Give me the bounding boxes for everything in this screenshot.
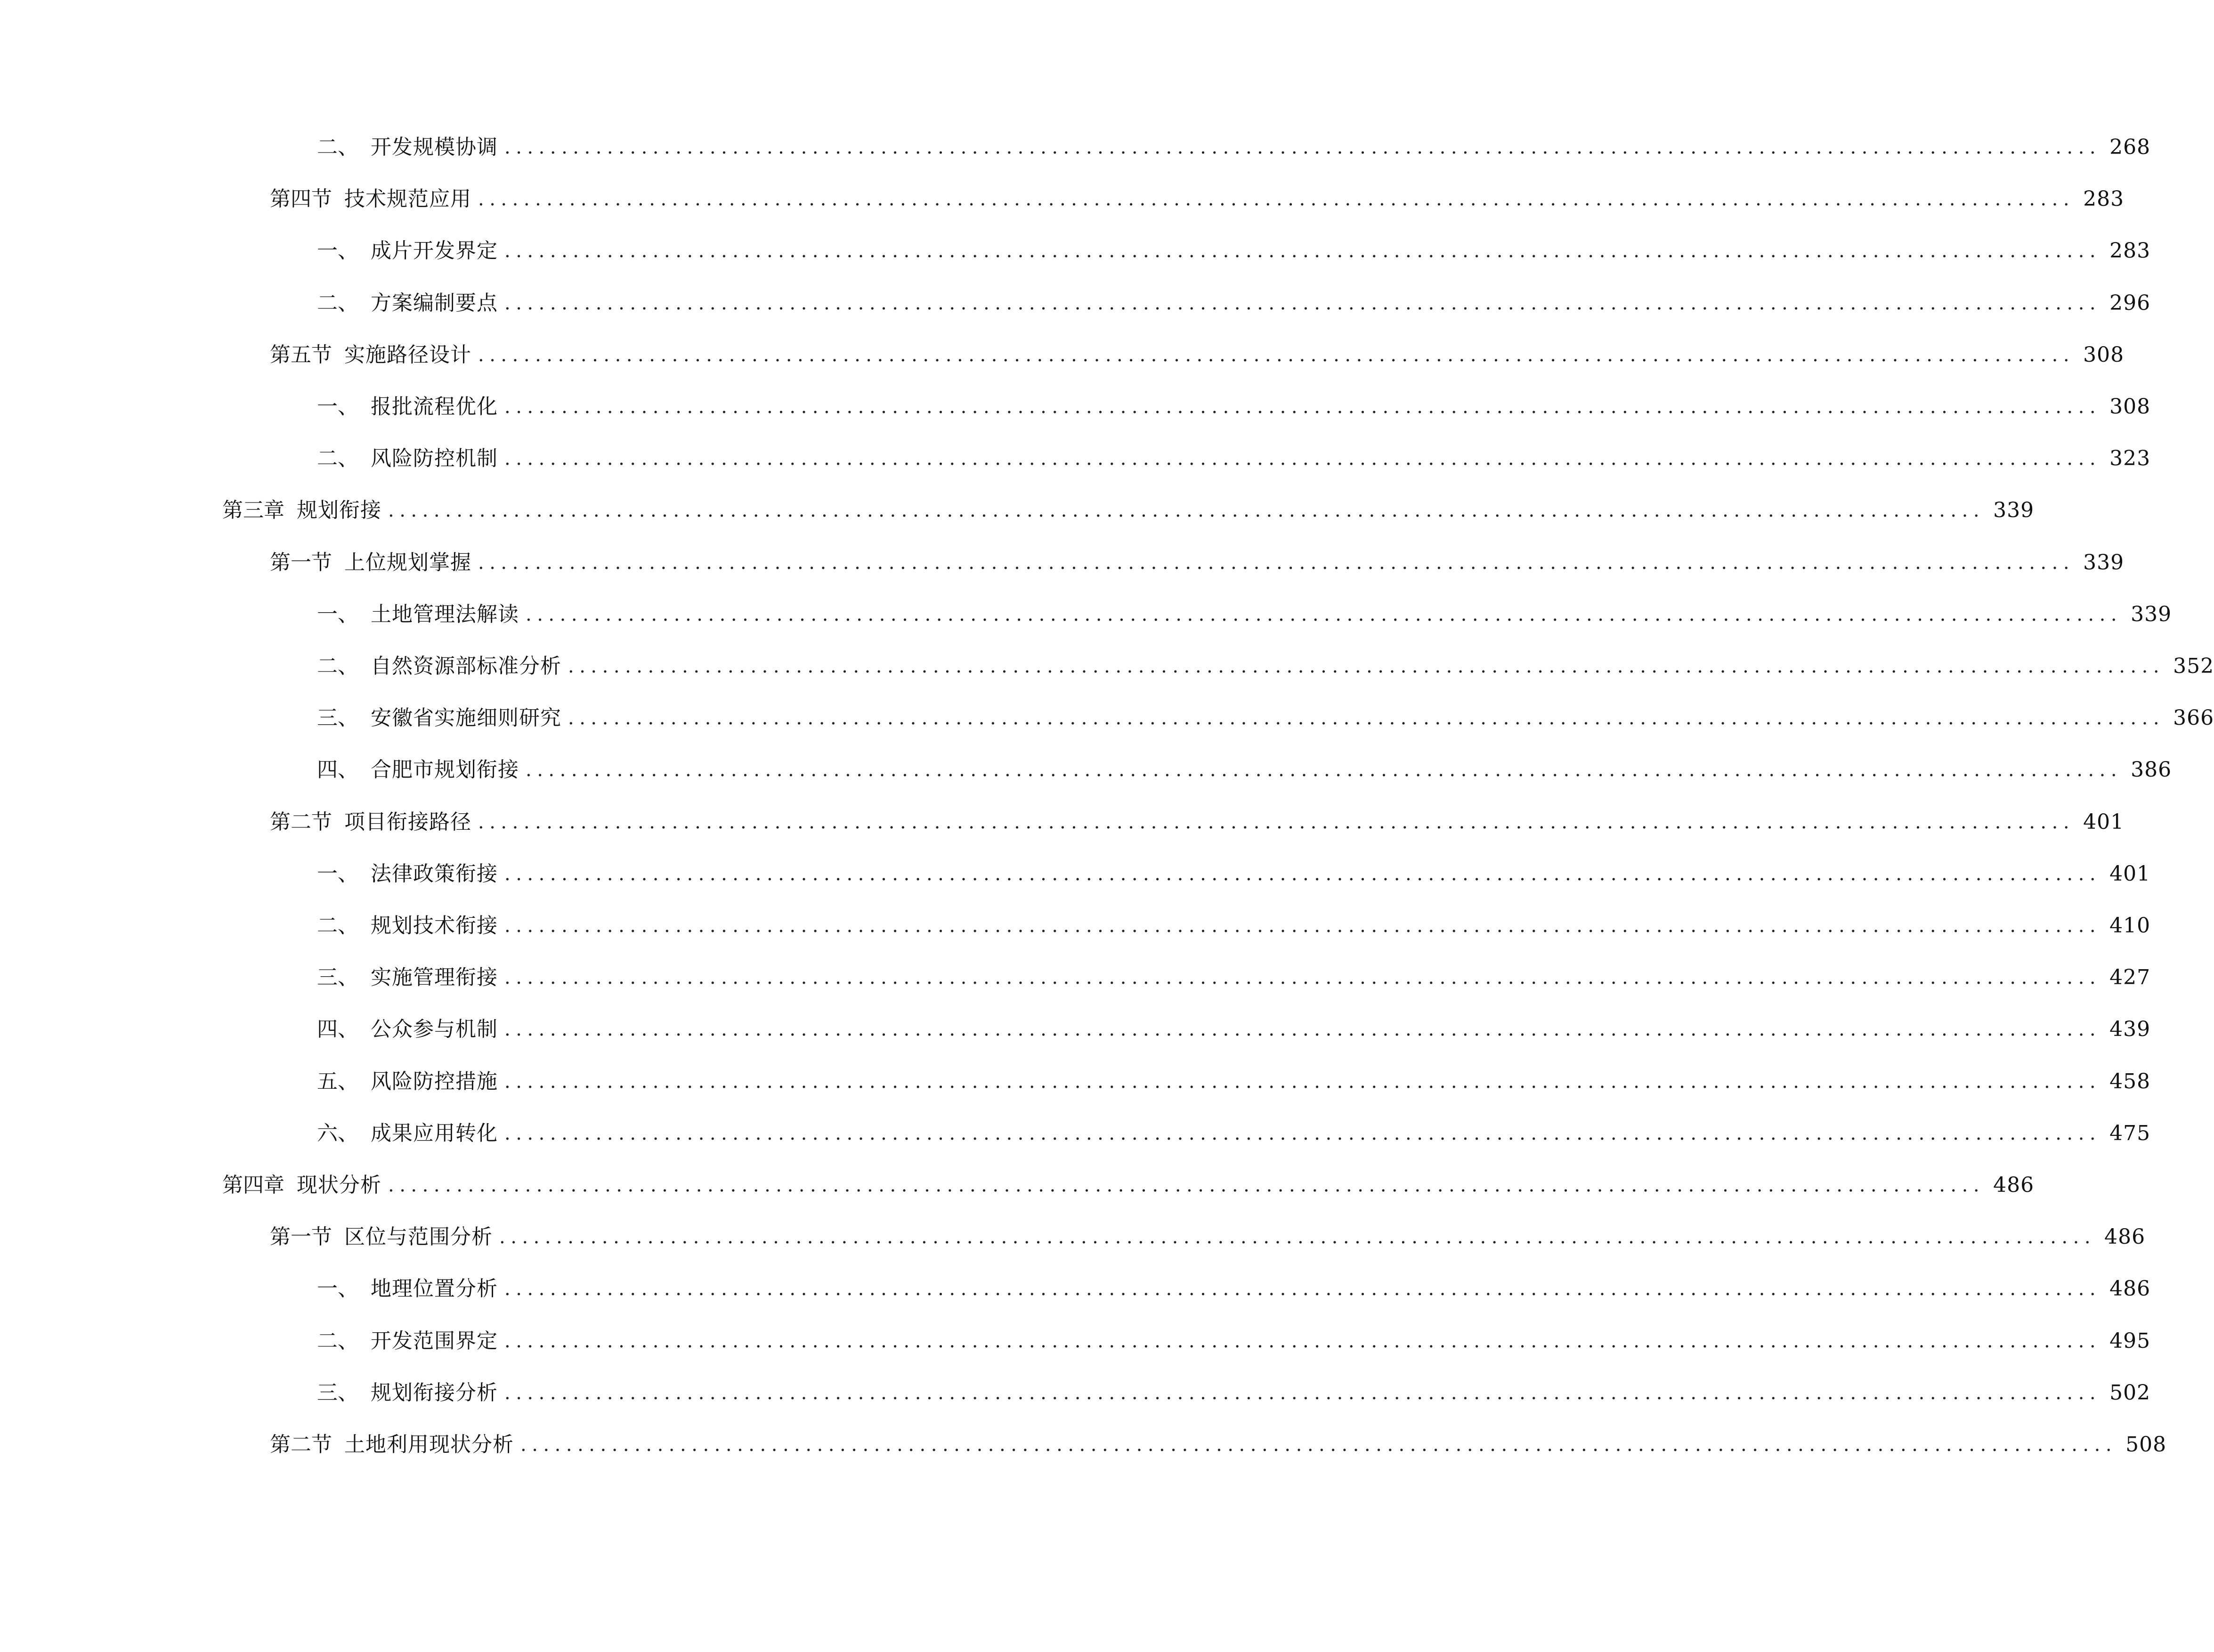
toc-dot-leader: ............................................................................................................................................ xyxy=(478,811,2075,833)
toc-entry-label xyxy=(317,1065,498,1098)
toc-entry-number: 四、 xyxy=(317,1017,358,1041)
toc-dot-leader: ............................................................................................................................................ xyxy=(504,967,2101,988)
toc-entry-title: 项目衔接路径 xyxy=(344,810,471,834)
toc-entry[interactable] xyxy=(317,753,2172,786)
toc-entry-page-number: 427 xyxy=(2109,965,2151,989)
toc-entry-title: 开发规模协调 xyxy=(371,135,498,159)
toc-entry-title: 技术规范应用 xyxy=(344,187,471,211)
toc-entry-page-number: 339 xyxy=(2131,602,2172,626)
toc-entry-page-number: 323 xyxy=(2109,446,2151,470)
toc-entry-label xyxy=(317,961,498,994)
toc-entry-page-number: 366 xyxy=(2173,706,2214,730)
toc-entry-page-number: 283 xyxy=(2109,239,2151,263)
toc-entry-title: 土地利用现状分析 xyxy=(344,1433,514,1457)
toc-entry-page-number: 308 xyxy=(2109,395,2151,419)
toc-entry-title: 合肥市规划衔接 xyxy=(371,758,519,782)
toc-entry[interactable] xyxy=(317,235,2151,267)
toc-entry[interactable] xyxy=(317,1065,2151,1098)
toc-entry-label xyxy=(317,235,498,267)
toc-entry-title: 安徽省实施细则研究 xyxy=(371,706,561,730)
toc-entry-number: 四、 xyxy=(317,758,358,782)
toc-dot-leader: ............................................................................................................................................ xyxy=(526,759,2123,781)
toc-entry-title: 自然资源部标准分析 xyxy=(371,654,561,678)
toc-entry-label xyxy=(317,1013,498,1046)
toc-entry[interactable] xyxy=(222,494,2035,527)
toc-entry-page-number: 283 xyxy=(2083,187,2125,211)
toc-entry-label xyxy=(317,390,498,423)
toc-entry[interactable] xyxy=(317,131,2151,164)
toc-entry-label xyxy=(270,1428,514,1461)
toc-entry-number: 二、 xyxy=(317,135,358,159)
toc-dot-leader: ............................................................................................................................................ xyxy=(504,1123,2101,1144)
toc-entry-title: 土地管理法解读 xyxy=(371,602,519,626)
toc-entry-title: 方案编制要点 xyxy=(371,291,498,315)
toc-entry-number: 第一节 xyxy=(270,1225,332,1249)
toc-entry-title: 成片开发界定 xyxy=(371,239,498,263)
toc-entry-number: 二、 xyxy=(317,1329,358,1353)
toc-entry[interactable] xyxy=(317,961,2151,994)
toc-entry-page-number: 495 xyxy=(2109,1329,2151,1353)
toc-entry-number: 一、 xyxy=(317,1277,358,1301)
toc-entry-number: 二、 xyxy=(317,914,358,938)
toc-dot-leader: ............................................................................................................................................ xyxy=(504,448,2101,470)
toc-entry-title: 上位规划掌握 xyxy=(344,551,471,575)
toc-entry-label xyxy=(270,183,471,216)
toc-entry-label xyxy=(317,1272,498,1305)
toc-entry[interactable] xyxy=(317,390,2151,423)
toc-entry[interactable] xyxy=(317,287,2151,320)
toc-entry-number: 第二节 xyxy=(270,810,332,834)
toc-entry[interactable] xyxy=(317,702,2214,735)
toc-entry-page-number: 352 xyxy=(2173,654,2214,678)
toc-entry-label xyxy=(317,1117,498,1150)
toc-entry-number: 一、 xyxy=(317,862,358,886)
toc-entry-number: 五、 xyxy=(317,1069,358,1093)
toc-entry-page-number: 508 xyxy=(2125,1433,2167,1457)
toc-entry-number: 第三章 xyxy=(222,498,284,522)
toc-dot-leader: ............................................................................................................................................ xyxy=(504,915,2101,937)
toc-entry-label xyxy=(317,1377,498,1409)
toc-entry[interactable] xyxy=(270,1221,2146,1254)
toc-entry-number: 三、 xyxy=(317,1381,358,1405)
toc-entry-label xyxy=(222,1169,381,1202)
toc-entry-number: 二、 xyxy=(317,654,358,678)
toc-dot-leader: ............................................................................................................................................ xyxy=(388,500,1985,521)
toc-dot-leader: ............................................................................................................................................ xyxy=(526,604,2123,625)
toc-entry-title: 规划技术衔接 xyxy=(371,914,498,938)
toc-entry-title: 公众参与机制 xyxy=(371,1017,498,1041)
toc-dot-leader: ............................................................................................................................................ xyxy=(504,863,2101,885)
toc-entry-label xyxy=(222,494,381,527)
toc-entry-page-number: 296 xyxy=(2109,291,2151,315)
toc-entry[interactable] xyxy=(222,1169,2035,1202)
toc-entry[interactable] xyxy=(317,1377,2151,1409)
toc-entry-page-number: 386 xyxy=(2131,758,2172,782)
toc-entry[interactable] xyxy=(317,909,2151,942)
toc-entry-title: 实施路径设计 xyxy=(344,343,471,367)
toc-entry-label xyxy=(317,598,519,631)
toc-entry-title: 实施管理衔接 xyxy=(371,965,498,989)
toc-entry-label xyxy=(270,339,471,372)
toc-entry-number: 三、 xyxy=(317,965,358,989)
toc-dot-leader: ............................................................................................................................................ xyxy=(504,1278,2101,1300)
toc-entry[interactable] xyxy=(317,858,2151,891)
toc-entry-number: 三、 xyxy=(317,706,358,730)
toc-dot-leader: ............................................................................................................................................ xyxy=(504,240,2101,262)
toc-entry-number: 一、 xyxy=(317,239,358,263)
toc-entry-number: 第二节 xyxy=(270,1433,332,1457)
toc-entry-page-number: 475 xyxy=(2109,1121,2151,1145)
toc-entry-page-number: 439 xyxy=(2109,1017,2151,1041)
toc-entry-title: 地理位置分析 xyxy=(371,1277,498,1301)
toc-dot-leader: ............................................................................................................................................ xyxy=(504,396,2101,418)
toc-dot-leader: ............................................................................................................................................ xyxy=(504,1019,2101,1040)
toc-entry[interactable] xyxy=(317,650,2214,683)
toc-entry-title: 开发范围界定 xyxy=(371,1329,498,1353)
toc-dot-leader: ............................................................................................................................................ xyxy=(478,188,2075,210)
toc-entry-number: 二、 xyxy=(317,291,358,315)
toc-entry-number: 第五节 xyxy=(270,343,332,367)
toc-dot-leader: ............................................................................................................................................ xyxy=(504,1330,2101,1352)
toc-entry-title: 现状分析 xyxy=(297,1173,381,1197)
toc-dot-leader: ............................................................................................................................................ xyxy=(499,1226,2096,1248)
toc-dot-leader: ............................................................................................................................................ xyxy=(520,1434,2117,1456)
toc-dot-leader: ............................................................................................................................................ xyxy=(504,1071,2101,1093)
toc-entry[interactable] xyxy=(270,1428,2167,1461)
toc-entry-page-number: 401 xyxy=(2109,862,2151,886)
toc-entry-page-number: 486 xyxy=(1993,1173,2035,1197)
toc-entry-page-number: 486 xyxy=(2109,1277,2151,1301)
toc-dot-leader: ............................................................................................................................................ xyxy=(504,1382,2101,1404)
toc-entry[interactable] xyxy=(317,442,2151,475)
toc-entry-title: 规划衔接分析 xyxy=(371,1381,498,1405)
toc-entry-title: 法律政策衔接 xyxy=(371,862,498,886)
toc-entry[interactable] xyxy=(270,183,2125,216)
toc-dot-leader: ............................................................................................................................................ xyxy=(388,1174,1985,1196)
toc-dot-leader: ............................................................................................................................................ xyxy=(568,707,2165,729)
toc-entry[interactable] xyxy=(317,1325,2151,1358)
toc-entry[interactable] xyxy=(270,546,2125,579)
toc-entry-page-number: 502 xyxy=(2109,1381,2151,1405)
toc-dot-leader: ............................................................................................................................................ xyxy=(504,137,2101,158)
toc-entry-page-number: 458 xyxy=(2109,1069,2151,1093)
toc-entry-label xyxy=(317,753,519,786)
toc-entry-number: 一、 xyxy=(317,395,358,419)
toc-entry[interactable] xyxy=(270,806,2125,839)
toc-entry-label xyxy=(317,909,498,942)
toc-entry-label xyxy=(270,546,471,579)
toc-entry-title: 成果应用转化 xyxy=(371,1121,498,1145)
toc-entry-label xyxy=(317,1325,498,1358)
toc-entry-number: 一、 xyxy=(317,602,358,626)
toc-entry-title: 规划衔接 xyxy=(297,498,381,522)
toc-dot-leader: ............................................................................................................................................ xyxy=(478,552,2075,574)
toc-entry-label xyxy=(317,287,498,320)
toc-entry[interactable] xyxy=(317,598,2172,631)
toc-entry[interactable] xyxy=(317,1013,2151,1046)
toc-entry[interactable] xyxy=(270,339,2125,372)
toc-entry-page-number: 308 xyxy=(2083,343,2125,367)
toc-entry-title: 报批流程优化 xyxy=(371,395,498,419)
toc-entry-title: 风险防控措施 xyxy=(371,1069,498,1093)
toc-entry-number: 二、 xyxy=(317,446,358,470)
toc-entry-number: 第四章 xyxy=(222,1173,284,1197)
toc-entry-number: 第一节 xyxy=(270,551,332,575)
toc-entry-label xyxy=(317,650,561,683)
toc-entry-label xyxy=(317,702,561,735)
toc-entry-label xyxy=(317,131,498,164)
toc-entry[interactable] xyxy=(317,1272,2151,1305)
toc-entry-label xyxy=(317,442,498,475)
toc-entry-title: 风险防控机制 xyxy=(371,446,498,470)
toc-dot-leader: ............................................................................................................................................ xyxy=(568,656,2165,677)
toc-entry-number: 第四节 xyxy=(270,187,332,211)
toc-entry-page-number: 339 xyxy=(2083,551,2125,575)
toc-entry-title: 区位与范围分析 xyxy=(344,1225,493,1249)
toc-entry-page-number: 401 xyxy=(2083,810,2125,834)
toc-entry[interactable] xyxy=(317,1117,2151,1150)
toc-entry-label xyxy=(270,806,471,839)
toc-entry-page-number: 410 xyxy=(2109,914,2151,938)
toc-entry-label xyxy=(317,858,498,891)
toc-entry-label xyxy=(270,1221,493,1254)
toc-entry-page-number: 339 xyxy=(1993,498,2035,522)
toc-entry-page-number: 268 xyxy=(2109,135,2151,159)
toc-dot-leader: ............................................................................................................................................ xyxy=(478,344,2075,366)
toc-dot-leader: ............................................................................................................................................ xyxy=(504,292,2101,314)
toc-entry-number: 六、 xyxy=(317,1121,358,1145)
toc-entry-page-number: 486 xyxy=(2104,1225,2146,1249)
